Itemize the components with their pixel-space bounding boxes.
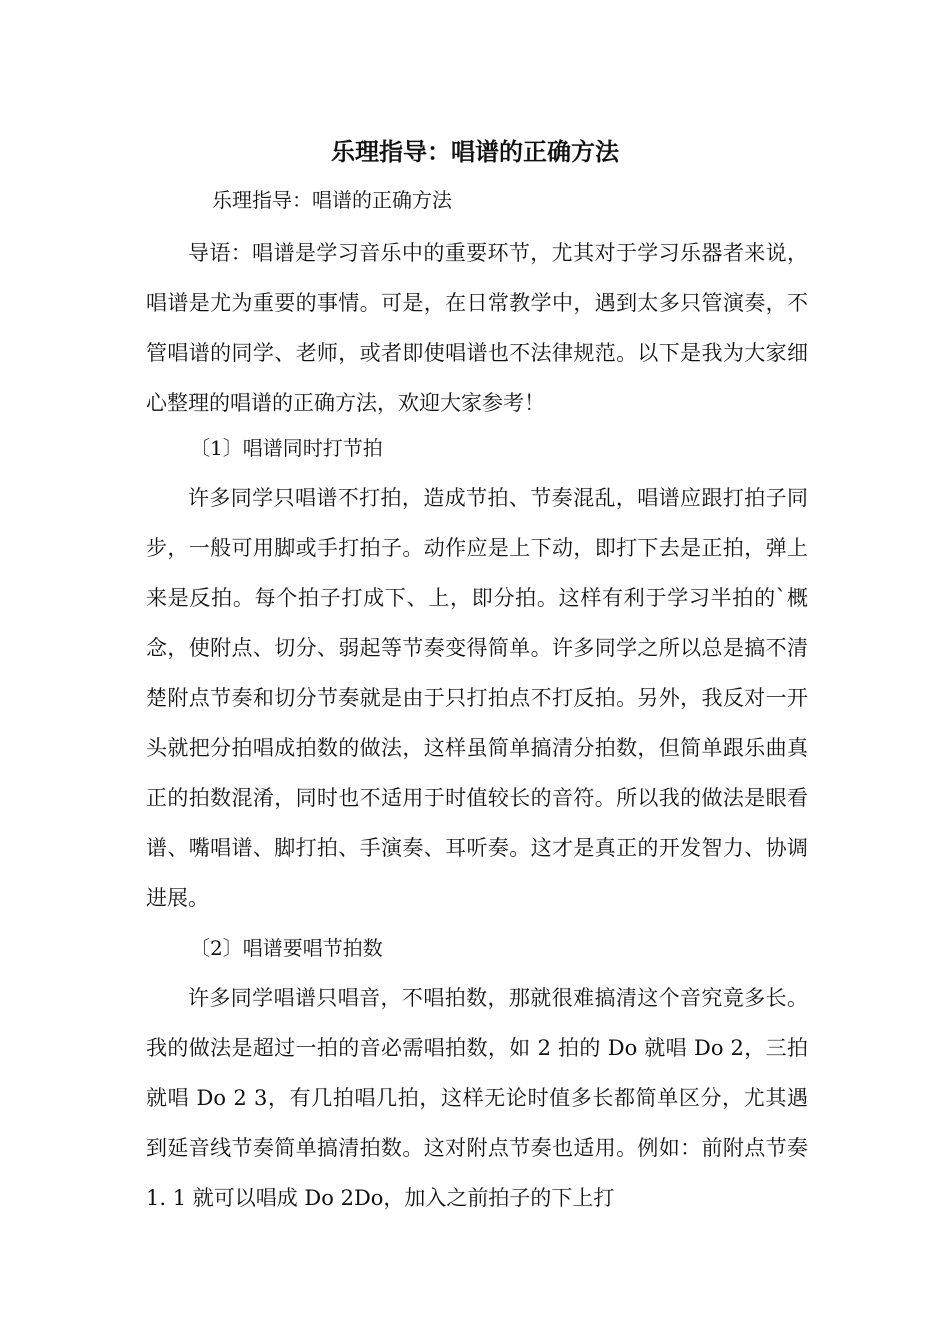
section-1-heading: 〔1〕唱谱同时打节拍 (190, 436, 383, 460)
section-2-heading: 〔2〕唱谱要唱节拍数 (190, 936, 383, 960)
page-title: 乐理指导：唱谱的正确方法 (331, 138, 619, 166)
section-2-paragraph: 许多同学唱谱只唱音，不唱拍数，那就很难搞清这个音究竟多长。我的做法是超过一拍的音必需唱拍数，如 2 拍的 Do 就唱 Do 2，三拍就唱 Do 2 3，有几拍唱几拍，这样无论时值多长都简单区分，尤其遇到延音线节奏简单搞清拍数。这对附点节奏也适用。例如：前附点节奏 1. 1 就可以唱成 Do 2Do，加入之前拍子的下上打 (146, 986, 808, 1210)
intro-paragraph: 导语：唱谱是学习音乐中的重要环节，尤其对于学习乐器者来说，唱谱是尤为重要的事情。可是，在日常教学中，遇到太多只管演奏，不管唱谱的同学、老师，或者即使唱谱也不法律规范。以下是我为大家细心整理的唱谱的正确方法，欢迎大家参考！ (146, 241, 808, 415)
subtitle: 乐理指导：唱谱的正确方法 (212, 188, 452, 212)
section-1-paragraph: 许多同学只唱谱不打拍，造成节拍、节奏混乱，唱谱应跟打拍子同步，一般可用脚或手打拍子。动作应是上下动，即打下去是正拍，弹上来是反拍。每个拍子打成下、上，即分拍。这样有利于学习半拍的`概念，使附点、切分、弱起等节奏变得简单。许多同学之所以总是搞不清楚附点节奏和切分节奏就是由于只打拍点不打反拍。另外，我反对一开头就把分拍唱成拍数的做法，这样虽简单搞清分拍数，但简单跟乐曲真正的拍数混淆，同时也不适用于时值较长的音符。所以我的做法是眼看谱、嘴唱谱、脚打拍、手演奏、耳听奏。这才是真正的开发智力、协调进展。 (146, 486, 808, 910)
